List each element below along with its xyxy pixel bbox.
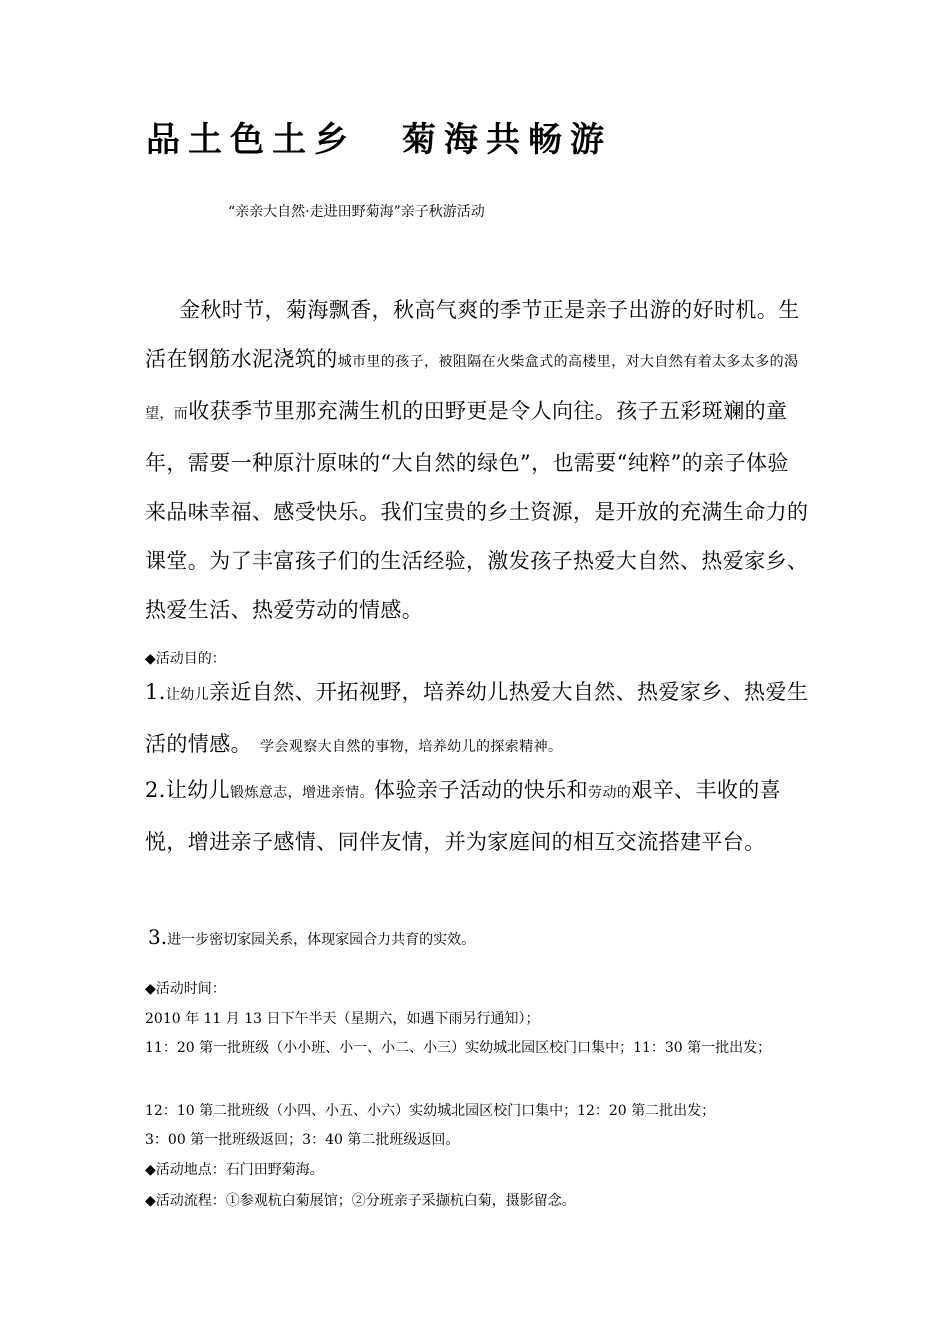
- title-part-1: 品土色土乡: [146, 120, 356, 160]
- intro-text-2: 城市里的孩子，被阻隔在火柴盒式的高楼里，对大自然有着太多太多的渴望，而: [145, 354, 799, 422]
- goals-heading: ◆活动目的：: [145, 651, 226, 667]
- goal-2-small-1: 锻炼意志，增进亲情。: [230, 785, 375, 801]
- goal-1-main: 亲近自然、开拓视野，培养幼儿热爱大自然、热爱家乡、热爱生活的情感。: [145, 680, 809, 756]
- goal-1: [145, 668, 810, 772]
- intro-paragraph: [145, 286, 810, 635]
- activity-process: ◆活动流程：①参观杭白菊展馆；②分班亲子采撷杭白菊，摄影留念。: [145, 1193, 576, 1209]
- document-title: [146, 112, 612, 161]
- goal-2-text-1: 让幼儿: [165, 778, 231, 802]
- time-date: 2010 年 11 月 13 日下午半天（星期六，如遇下雨另行通知）；: [145, 1011, 540, 1027]
- intro-text-3: 收获季节里那充满生机的田野更是令人向往。孩子五彩斑斓的童年，需要一种原汁原味的“大自然的绿色”，也需要“纯粹”的亲子体验来品味幸福、感受快乐。我们宝贵的乡土资源，是开放的充满生命力的课堂。为了丰富孩子们的生活经验，激发孩子热爱大自然、热爱家乡、热爱生活、热爱劳动的情感。: [145, 399, 809, 622]
- time-batch-1: 11：20 第一批班级（小小班、小一、小二、小三）实幼城北园区校门口集中；11：30 第一批出发；: [145, 1040, 772, 1056]
- goal-2-number: 2.: [145, 778, 166, 802]
- time-batch-2: 12：10 第二批班级（小四、小五、小六）实幼城北园区校门口集中；12：20 第二批出发；: [145, 1103, 716, 1119]
- goal-3-text: 进一步密切家园关系，体现家园合力共育的实效。: [167, 932, 476, 948]
- goal-2: [145, 766, 810, 867]
- goal-1-number: 1.: [145, 680, 166, 704]
- goal-3: [148, 925, 475, 949]
- goal-2-text-2: 体验亲子活动的快乐和: [374, 778, 589, 802]
- intro-text-1: 金秋时节，菊海飘香，秋高气爽的季节正是亲子出游的好时机。生活在钢筋水泥浇筑的: [145, 298, 800, 371]
- title-part-2: 菊海共畅游: [402, 120, 612, 160]
- goal-2-small-2: 劳动的: [588, 785, 632, 801]
- goal-2-text-3: 艰辛、丰收的喜悦，增进亲子感情、同伴友情，并为家庭间的相互交流搭建平台。: [145, 778, 782, 854]
- goal-1-small-1: 让幼儿: [165, 687, 210, 703]
- time-heading: ◆活动时间：: [145, 981, 226, 997]
- activity-location: ◆活动地点：石门田野菊海。: [145, 1162, 324, 1178]
- goal-1-small-2: 学会观察大自然的事物，培养幼儿的探索精神。: [260, 739, 563, 755]
- document-subtitle: “亲亲大自然·走进田野菊海”亲子秋游活动: [228, 204, 485, 220]
- time-return: 3：00 第一批班级返回；3：40 第二批班级返回。: [145, 1132, 460, 1148]
- goal-3-number: 3.: [148, 925, 168, 949]
